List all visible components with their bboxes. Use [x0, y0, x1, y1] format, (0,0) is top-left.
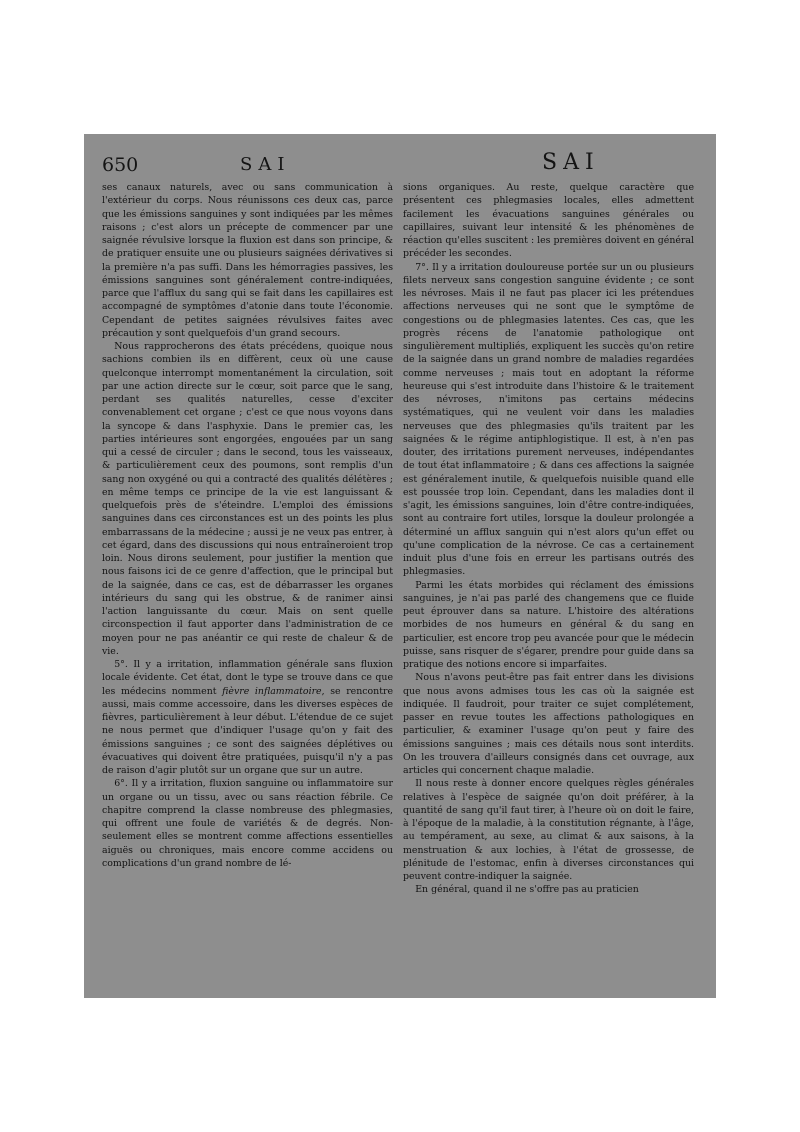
paragraph — [102, 658, 393, 777]
paragraph: Nous n'avons peut-être pas fait entrer dans les divisions que nous avons admises tous les cas où la saignée est indiquée. Il faudroit, pour traiter ce sujet complétement, passer en revue toutes les affections pathologiques en particulier, & examiner l'usage qu'on peut y faire des émissions sanguines ; mais ces détails nous sont interdits. On les trouvera d'ailleurs consignés dans cet ouvrage, aux articles qui concernent chaque maladie. — [403, 672, 694, 776]
paragraph-text: , se rencontre aussi, mais comme accessoire, dans les diverses espèces de fièvres, particulièrement à leur début. L'étendue de ce sujet ne nous permet que d'indiquer l'usage qu'on y fait des émissions sanguines ; ce sont des saignées déplétives ou évacuatives qui doivent être pratiquées, puisqu'il n'y a pas de raison d'agir plutôt sur un organe que sur un autre. — [102, 685, 394, 776]
left-column — [102, 181, 393, 870]
paragraph: 6°. Il y a irritation, fluxion sanguine ou inflammatoire sur un organe ou un tissu, avec ou sans réaction fébrile. Ce chapitre comprend la classe nombreuse des phlegmasies, qui offrent une foule de variétés & de degrés. Non-seulement elles se montrent comme affections essentielles aiguës ou chroniques, mais encore comme accidens ou complications d'un grand nombre de lé- — [102, 778, 393, 869]
paragraph: ses canaux naturels, avec ou sans communication à l'extérieur du corps. Nous réunissons ces deux cas, parce que les émissions sanguines y sont indiquées par les mêmes raisons ; c'est alors un précepte de commencer par une saignée révulsive lorsque la fluxion est dans son principe, & de pratiquer ensuite une ou plusieurs saignées dérivatives si la première n'a pas suffi. Dans les hémorragies passives, les émissions sanguines sont généralement contre-indiquées, parce que l'afflux du sang qui se fait dans les capillaires est accompagné de symptômes d'atonie dans toute l'économie. Cependant de petites saignées révulsives faites avec précaution y sont quelquefois d'un grand secours. — [102, 182, 393, 339]
paragraph-text: 5°. Il y a irritation, inflammation générale sans fluxion locale évidente. Cet état, dont le type se trouve dans ce que les médecins nomment — [102, 659, 393, 697]
paragraph: Il nous reste à donner encore quelques règles générales relatives à l'espèce de saignée qu'on doit préférer, à la quantité de sang qu'il faut tirer, à l'heure où on doit le faire, à l'époque de la maladie, à la constitution régnante, à l'âge, au tempérament, au sexe, au climat & aux saisons, à la menstruation & aux lochies, à l'état de grossesse, de plénitude de l'estomac, enfin à diverses circonstances qui peuvent contre-indiquer la saignée. — [403, 778, 694, 882]
page-scan — [84, 134, 716, 998]
running-head — [102, 150, 702, 182]
italic-term: fièvre inflammatoire — [222, 685, 322, 697]
paragraph: Parmi les états morbides qui réclament des émissions sanguines, je n'ai pas parlé des changemens que ce fluide peut éprouver dans sa nature. L'histoire des altérations morbides de nos humeurs en général & du sang en particulier, est encore trop peu avancée pour que le médecin puisse, sans risquer de s'égarer, prendre pour guide dans sa pratique des notions encore si imparfaites. — [403, 579, 694, 670]
paragraph: Nous rapprocherons des états précédens, quoique nous sachions combien ils en diffèrent, ceux où une cause quelconque interrompt momentanément la circulation, soit par une action directe sur le cœur, soit parce que le sang, perdant ses qualités naturelles, cesse d'exciter convenablement cet organe ; c'est ce que nous voyons dans la syncope & dans l'asphyxie. Dans le premier cas, les parties intérieures sont engorgées, engouées par un sang qui a cessé de circuler ; dans le second, tous les vaisseaux, & particulièrement ceux des poumons, sont remplis d'un sang non oxygéné ou qui a contracté des qualités délétères ; en même temps ce principe de la vie est languissant & quelquefois près de s'éteindre. L'emploi des émissions sanguines dans ces circonstances est un des points les plus embarrassans de la médecine ; aussi je ne veux pas entrer, à cet égard, dans des discussions qui nous entraîneroient trop loin. Nous dirons seulement, pour justifier la mention que nous faisons ici de ce genre d'affection, que le principal but de la saignée, dans ce cas, est de débarrasser les organes intérieurs du sang qui les obstrue, & de ranimer ainsi l'action languissante du cœur. Mais on sent quelle circonspection il faut apporter dans l'administration de ce moyen pour ne pas anéantir ce qui reste de chaleur & de vie. — [102, 341, 393, 657]
right-running-title: SAI — [542, 150, 600, 175]
paragraph: En général, quand il ne s'offre pas au praticien — [415, 884, 639, 896]
paragraph: 7°. Il y a irritation douloureuse portée sur un ou plusieurs filets nerveux sans congestion sanguine évidente ; ce sont les névroses. Mais il ne faut pas placer ici les prétendues affections nerveuses qui ne sont que le symptôme de congestions ou de phlegmasies latentes. Ces cas, que les progrès récens de l'anatomie pathologique ont singulièrement multipliés, expliquent les succès qu'on retire de la saignée dans un grand nombre de maladies regardées comme nerveuses ; mais tout en adoptant la réforme heureuse qui s'est introduite dans l'histoire & le traitement des névroses, n'imitons pas certains médecins systématiques, qui ne veulent voir dans les maladies nerveuses que des phlegmasies qu'ils traitent par les saignées & le régime antiphlogistique. Il est, à n'en pas douter, des irritations purement nerveuses, indépendantes de tout état inflammatoire ; & dans ces affections la saignée est généralement inutile, & quelquefois nuisible quand elle est poussée trop loin. Cependant, dans les maladies dont il s'agit, les émissions sanguines, loin d'être contre-indiquées, sont au contraire fort utiles, lorsque la douleur prolongée a déterminé un afflux sanguin qui n'est alors qu'un effet ou qu'une complication de la névrose. Ce cas a certainement induit plus d'une fois en erreur les partisans outrés des phlegmasies. — [403, 261, 694, 578]
page-number: 650 — [102, 154, 139, 176]
right-column — [403, 181, 694, 897]
left-running-title: SAI — [240, 154, 291, 175]
paragraph: sions organiques. Au reste, quelque caractère que présentent ces phlegmasies locales, elles admettent facilement les évacuations sanguines générales ou capillaires, suivant leur intensité & les phénomènes de réaction qu'elles suscitent : les premières doivent en général précéder les secondes. — [403, 182, 694, 260]
